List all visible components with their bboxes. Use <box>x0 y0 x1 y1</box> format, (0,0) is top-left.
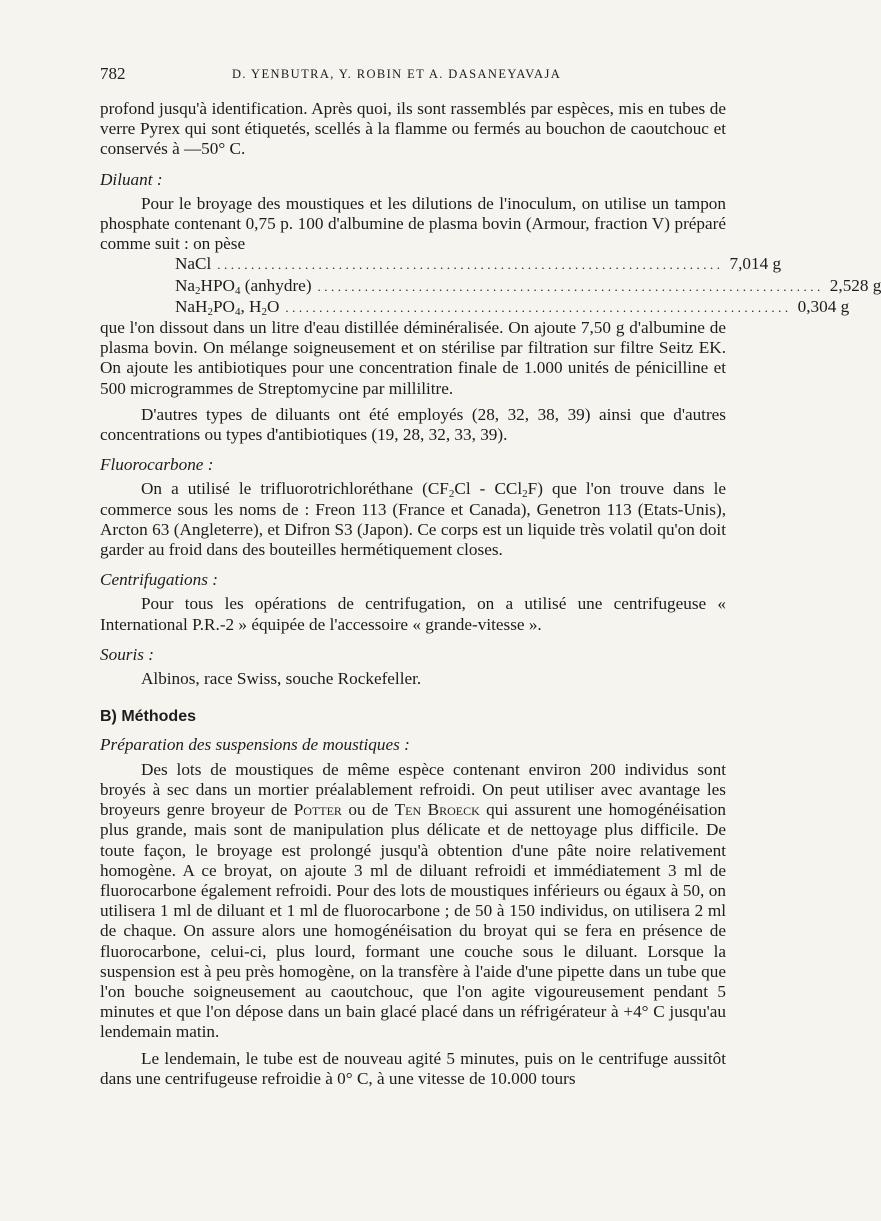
ingredient-name: $Na_2HPO_4$ (anhydre) <box>175 275 312 297</box>
ingredient-name: $NaH_2PO_4$, $H_2O$ <box>175 296 280 318</box>
diluant-paragraph: Pour le broyage des moustiques et les dilutions de l'inoculum, on utilise un tampon phosphate contenant 0,75 p. 100 d'albumine de plasma bovin (Armour, fraction V) préparé comme suit : on pèse <box>100 193 726 254</box>
intro-paragraph: profond jusqu'à identification. Après quoi, ils sont rassemblés par espèces, mis en tubes de verre Pyrex qui sont étiquetés, scellés à la flamme ou fermés au bouchon de caoutchouc et conservés à —50° C. <box>100 99 726 159</box>
ingredient-row <box>175 275 881 297</box>
subheading-preparation: Préparation des suspensions de moustiques : <box>100 735 410 755</box>
ingredient-value: 2,528 g <box>829 275 881 295</box>
ingredient-row <box>175 254 782 275</box>
body-text <box>100 99 881 1089</box>
section-heading-fluorocarbone: Fluorocarbone : <box>100 455 214 475</box>
ingredient-name: NaCl <box>175 254 212 274</box>
diluant-paragraph-2: que l'on dissout dans un litre d'eau distillée déminéralisée. On ajoute 7,50 g d'albumine de plasma bovin. On mélange soigneusement et on stérilise par filtration sur filtre Seitz EK. On ajoute les antibiotiques pour une concentration finale de 1.000 unités de pénicilline et 500 microgrammes de Streptomycine par millilitre. <box>100 318 726 398</box>
name-potter: Potter <box>293 800 342 820</box>
name-ten-broeck: Ten Broeck <box>394 800 480 820</box>
section-heading-methodes: B) Méthodes <box>100 708 196 726</box>
section-heading-centrifugations: Centrifugations : <box>100 570 218 590</box>
leader-dots: ........................................................................... <box>317 278 824 294</box>
leader-dots: ........................................................................... <box>217 257 724 273</box>
section-heading-diluant: Diluant : <box>100 169 163 189</box>
ingredient-list <box>100 254 881 318</box>
diluant-paragraph-3: D'autres types de diluants ont été employés (28, 32, 38, 39) ainsi que d'autres concentrations ou types d'antibiotiques (19, 28, 32, 33, 39). <box>100 404 726 445</box>
ingredient-value: 7,014 g <box>729 254 782 274</box>
souris-paragraph: Albinos, race Swiss, souche Rockefeller. <box>141 669 422 689</box>
ingredient-row <box>175 296 850 318</box>
section-heading-souris: Souris : <box>100 644 154 664</box>
methodes-last-paragraph: Le lendemain, le tube est de nouveau agité 5 minutes, puis on le centrifuge aussitôt dans une centrifugeuse refroidie à 0° C, à une vitesse de 10.000 tours <box>100 1048 726 1088</box>
fluorocarbone-paragraph: On a utilisé le trifluorotrichloréthane $(CF_2Cl - CCl_2F)$ que l'on trouve dans le commerce sous les noms de : Freon 113 (France et Canada), Genetron 113 (Etats-Unis), Arcton 63 (Angleterre), et Difron S3 (Japon). Ce corps est un liquide très volatil qu'on doit garder au froid dans des bouteilles hermétiquement closes. <box>100 479 726 560</box>
leader-dots: ........................................................................... <box>285 299 792 315</box>
methodes-paragraph: Des lots de moustiques de même espèce contenant environ 200 individus sont broyés à sec dans un mortier préalablement refroidi. On peut utiliser avec avantage les broyeurs genre broyeur de Potter ou de Ten Broeck qui assurent une homogénéisation plus grande, mais sont de manipulation plus délicate et de nettoyage plus difficile. De toute façon, le broyage est prolongé jusqu'à obtention d'une pâte noire relativement homogène. A ce broyat, on ajoute 3 ml de diluant refroidi et immédiatement 3 ml de fluorocarbone également refroidi. Pour des lots de moustiques inférieurs ou égaux à 50, on utilisera 1 ml de diluant et 1 ml de fluorocarbone ; de 50 à 150 individus, on utilisera 2 ml de chaque. On assure alors une homogénéisation du broyat qui se fera en présence de fluorocarbone, celui-ci, plus lourd, formant une couche sous le diluant. Lorsque la suspension est à peu près homogène, on la transfère à l'aide d'une pipette dans un tube que l'on bouche soigneusement au caoutchouc, que l'on agite vigoureusement pendant 5 minutes et que l'on dépose dans un bain glacé placé dans un réfrigérateur à +4° C jusqu'au lendemain matin. <box>100 759 726 1042</box>
centrifugations-paragraph: Pour tous les opérations de centrifugation, on a utilisé une centrifugeuse « International P.R.-2 » équipée de l'accessoire « grande-vitesse ». <box>100 594 726 634</box>
page-header <box>100 64 712 86</box>
running-title: D. YENBUTRA, Y. ROBIN ET A. DASANEYAVAJA <box>232 67 562 81</box>
ingredient-value: 0,304 g <box>797 296 850 316</box>
page-number: 782 <box>100 64 126 83</box>
